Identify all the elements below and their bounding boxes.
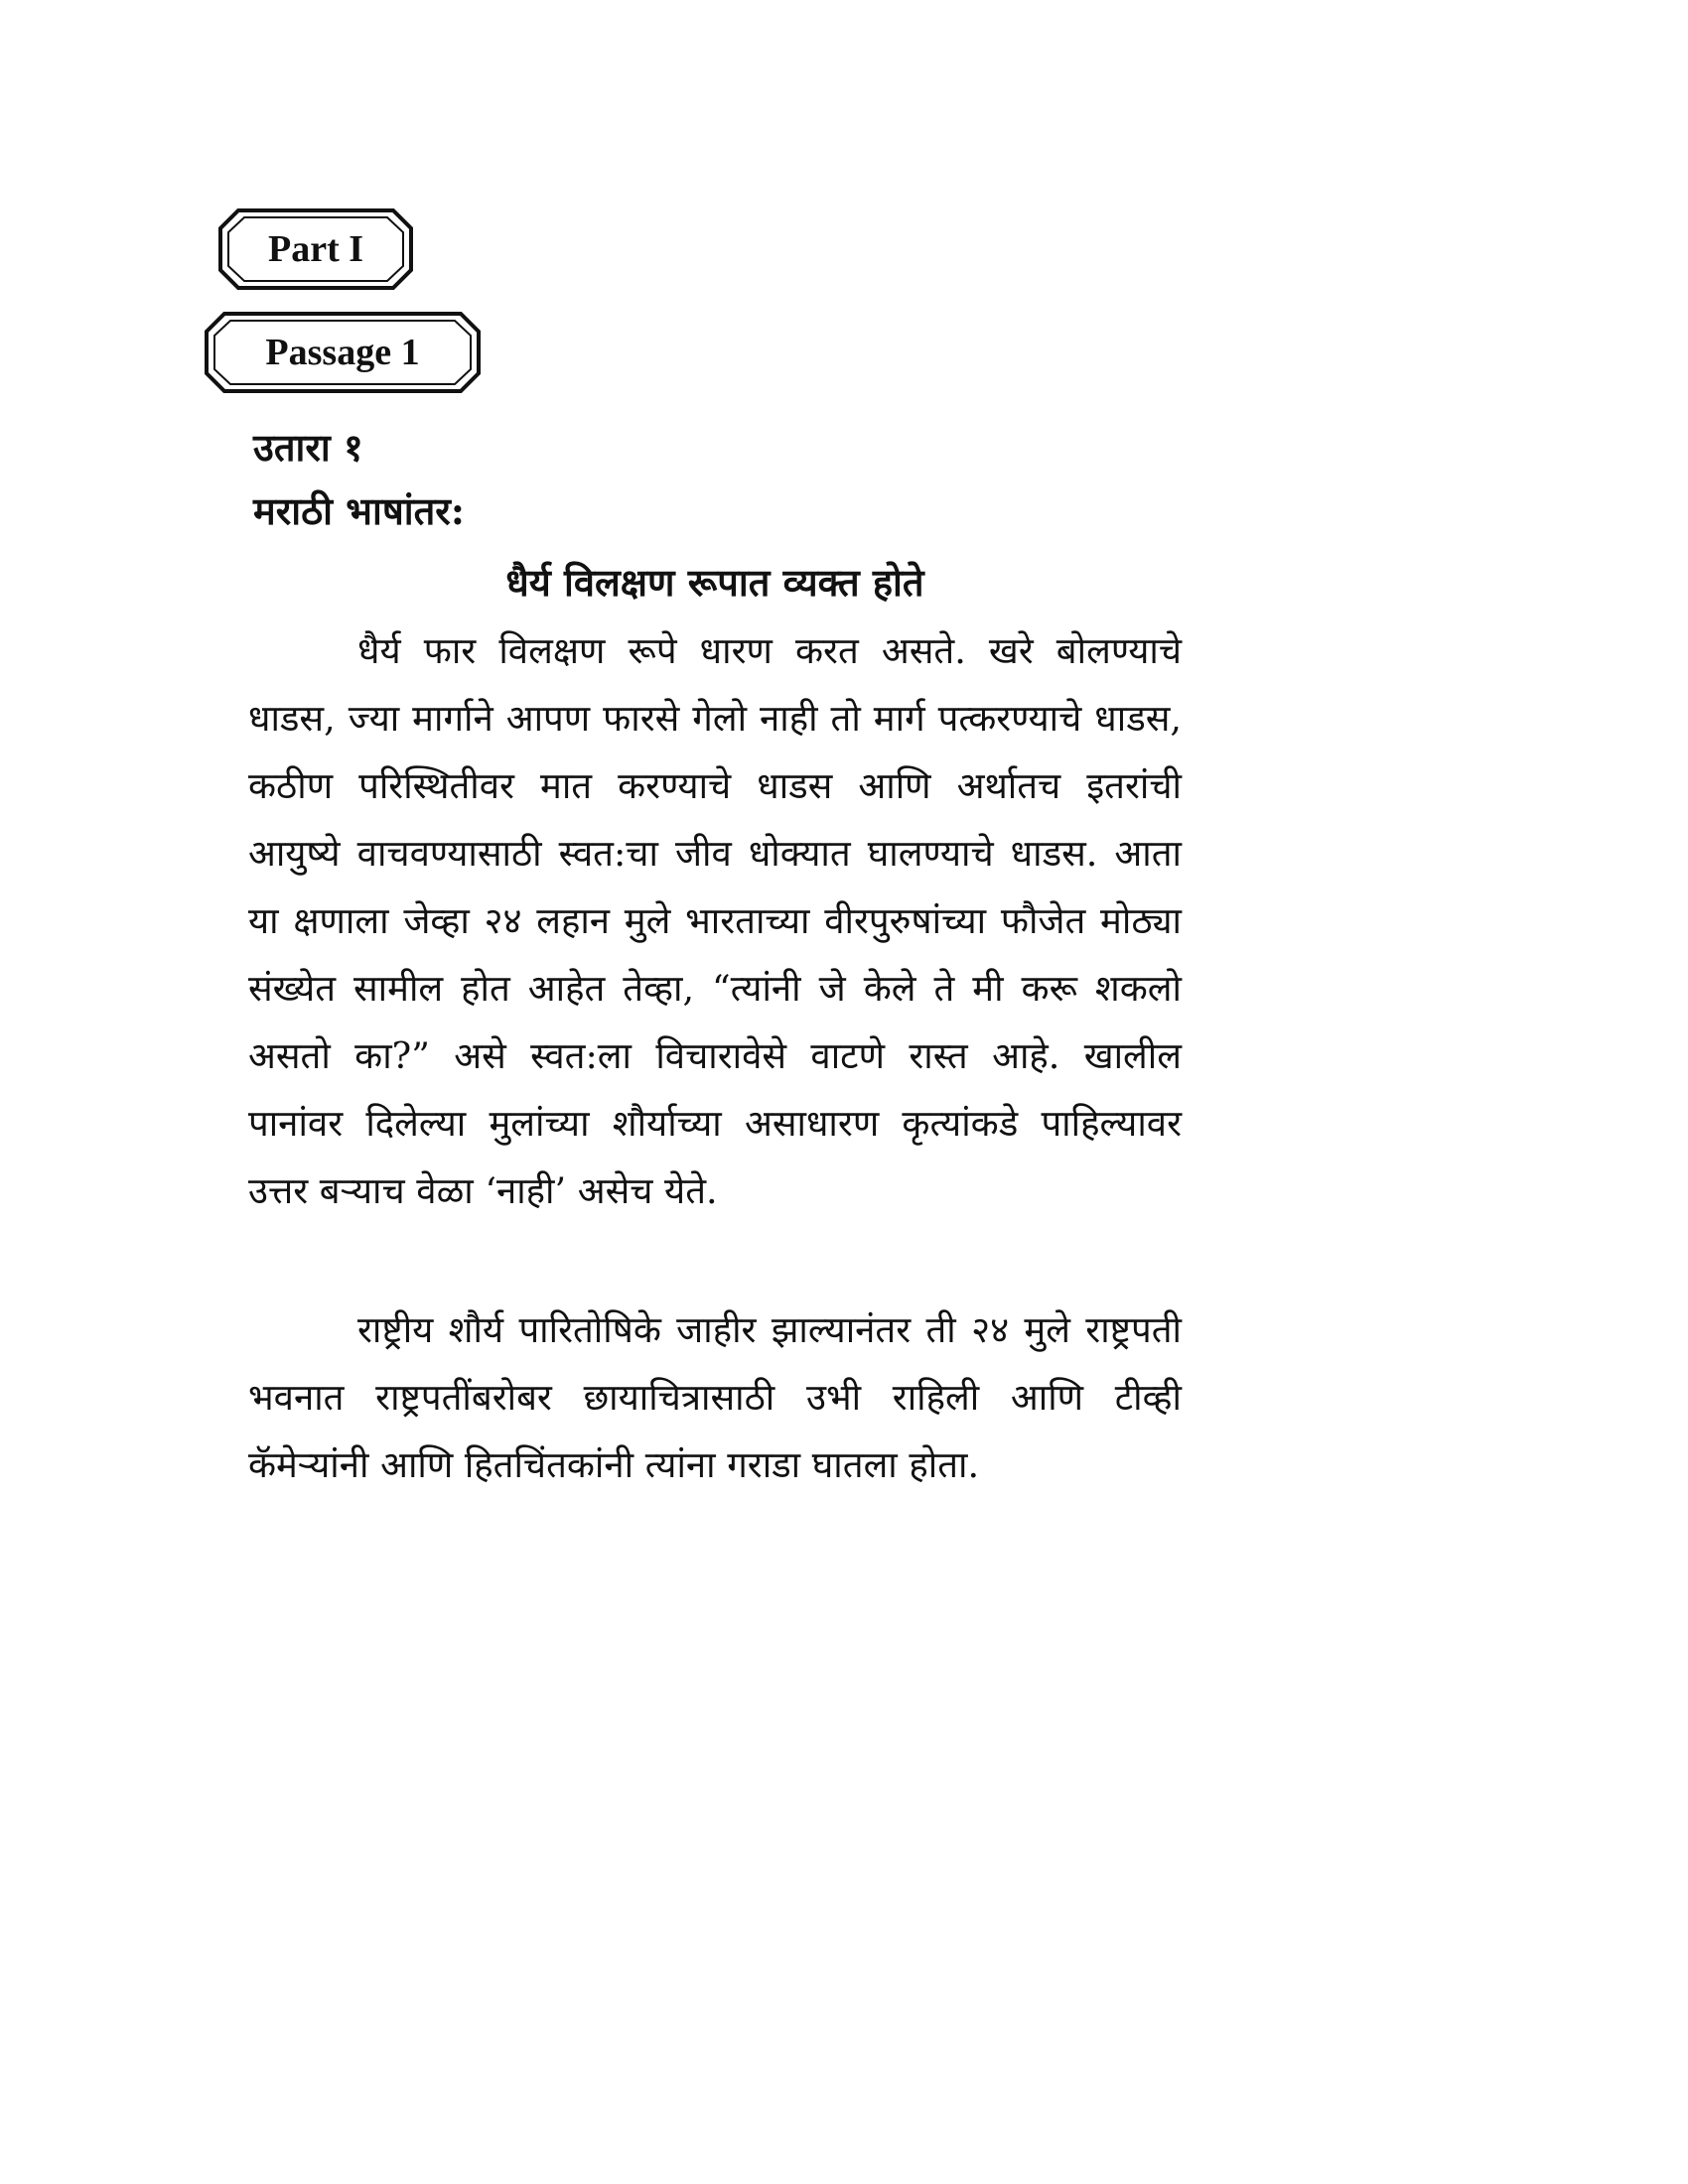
passage-label-box: [203, 310, 483, 395]
paragraph-2: राष्ट्रीय शौर्य पारितोषिके जाहीर झाल्यानंतर ती २४ मुले राष्ट्रपती भवनात राष्ट्रपतींबरोबर छायाचित्रासाठी उभी राहिली आणि टीव्ही कॅमेऱ्यांनी आणि हितचिंतकांनी त्यांना गराडा घातला होता.: [248, 1308, 1182, 1486]
paragraph-1: धैर्य फार विलक्षण रूपे धारण करत असते. खरे बोलण्याचे धाडस, ज्या मार्गाने आपण फारसे गेलो नाही तो मार्ग पत्करण्याचे धाडस, कठीण परिस्थितीवर मात करण्याचे धाडस आणि अर्थातच इतरांची आयुष्ये वाचवण्यासाठी स्वत:चा जीव धोक्यात घालण्याचे धाडस. आता या क्षणाला जेव्हा २४ लहान मुले भारताच्या वीरपुरुषांच्या फौजेत मोठ्या संख्येत सामील होत आहेत तेव्हा, “त्यांनी जे केले ते मी करू शकलो असतो का?” असे स्वत:ला विचारावेसे वाटणे रास्त आहे. खालील पानांवर दिलेल्या मुलांच्या शौर्याच्या असाधारण कृत्यांकडे पाहिल्यावर उत्तर बऱ्याच वेळा ‘नाही’ असेच येते.: [248, 629, 1182, 1212]
passage-title: धैर्य विलक्षण रूपात व्यक्त होते: [505, 560, 924, 605]
part-label-box: [216, 206, 415, 292]
translation-heading: मराठी भाषांतर:: [253, 488, 465, 533]
part-label: Part I: [267, 228, 364, 270]
passage-label: Passage 1: [265, 332, 420, 373]
passage-number: उतारा १: [253, 425, 363, 470]
